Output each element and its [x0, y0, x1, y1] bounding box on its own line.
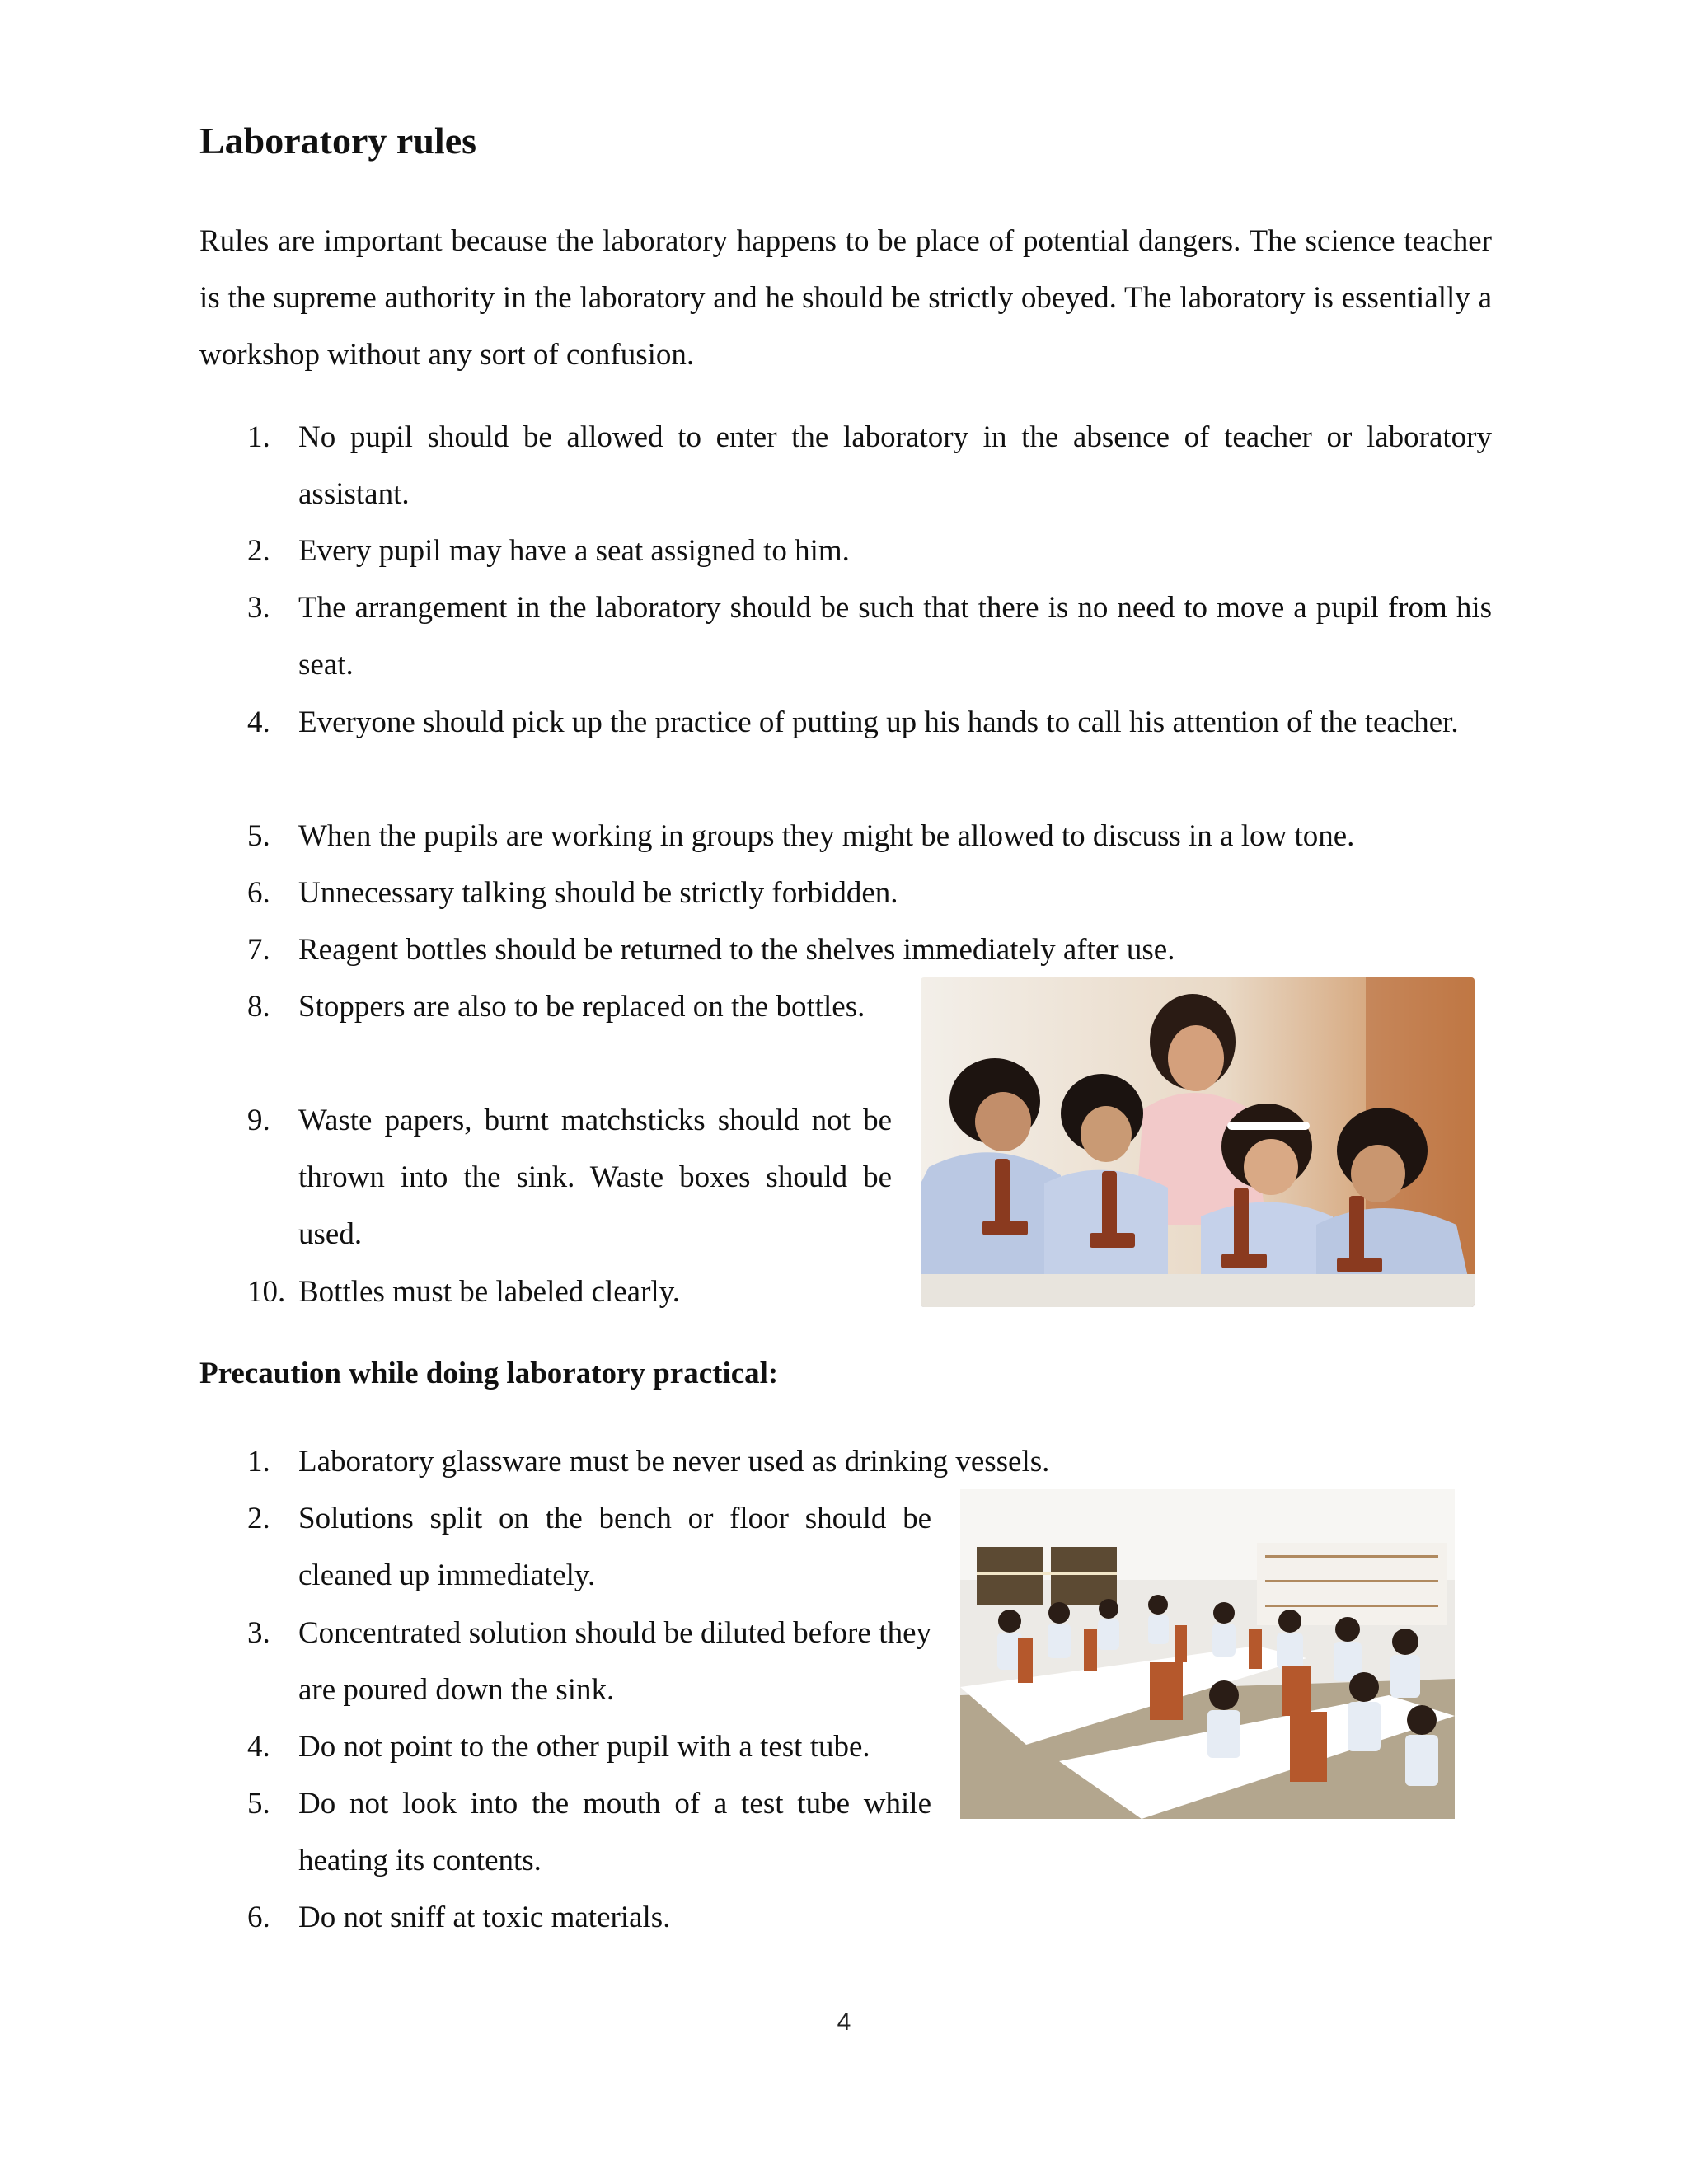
rule-text: Waste papers, burnt matchsticks should not be thrown into the sink. Waste boxes should be used.: [298, 1104, 892, 1251]
lab-classroom-photo: [960, 1489, 1455, 1819]
rule-number: 3.: [247, 591, 270, 625]
rule-number: 2.: [247, 534, 270, 568]
precaution-number: 3.: [247, 1616, 270, 1650]
rule-text: When the pupils are working in groups they might be allowed to discuss in a low tone.: [298, 819, 1355, 853]
rule-text: Bottles must be labeled clearly.: [298, 1275, 681, 1309]
precaution-text: Do not look into the mouth of a test tube while heating its contents.: [298, 1787, 931, 1877]
rule-text: Every pupil may have a seat assigned to him.: [298, 534, 850, 568]
rule-number: 9.: [247, 1104, 270, 1137]
precaution-text: Laboratory glassware must be never used as drinking vessels.: [298, 1445, 1050, 1479]
rule-number: 10.: [247, 1275, 286, 1309]
precaution-text: Concentrated solution should be diluted before they are poured down the sink.: [298, 1616, 931, 1707]
page-number: 4: [837, 2008, 851, 2036]
rule-number: 1.: [247, 420, 270, 454]
rule-number: 6.: [247, 876, 270, 910]
rule-text: No pupil should be allowed to enter the laboratory in the absence of teacher or laboratory assistant.: [298, 420, 1492, 511]
intro-paragraph: Rules are important because the laboratory happens to be place of potential dangers. The science teacher is the supreme authority in the laboratory and he should be strictly obeyed. The laboratory is essentially a workshop without any sort of confusion.: [199, 224, 1492, 372]
precaution-number: 1.: [247, 1445, 270, 1479]
precaution-text: Do not sniff at toxic materials.: [298, 1900, 671, 1934]
precaution-text: Solutions split on the bench or floor should be cleaned up immediately.: [298, 1502, 931, 1592]
precaution-number: 2.: [247, 1502, 270, 1535]
page-title: Laboratory rules: [199, 120, 477, 162]
microscope-students-photo: [921, 977, 1475, 1307]
rule-text: Reagent bottles should be returned to the shelves immediately after use.: [298, 933, 1175, 967]
rule-number: 7.: [247, 933, 270, 967]
microscope-students-illustration: [921, 977, 1475, 1307]
rule-text: Everyone should pick up the practice of putting up his hands to call his attention of the teacher.: [298, 705, 1459, 739]
rule-number: 5.: [247, 819, 270, 853]
rule-text: The arrangement in the laboratory should be such that there is no need to move a pupil from his seat.: [298, 591, 1492, 682]
precaution-number: 5.: [247, 1787, 270, 1821]
lab-classroom-illustration: [960, 1489, 1455, 1819]
precaution-heading: Precaution while doing laboratory practical:: [199, 1357, 779, 1390]
rule-number: 8.: [247, 990, 270, 1024]
rule-number: 4.: [247, 705, 270, 739]
precaution-number: 6.: [247, 1900, 270, 1934]
rule-text: Unnecessary talking should be strictly forbidden.: [298, 876, 898, 910]
precaution-number: 4.: [247, 1730, 270, 1764]
rule-text: Stoppers are also to be replaced on the bottles.: [298, 990, 865, 1024]
precaution-text: Do not point to the other pupil with a test tube.: [298, 1730, 870, 1764]
